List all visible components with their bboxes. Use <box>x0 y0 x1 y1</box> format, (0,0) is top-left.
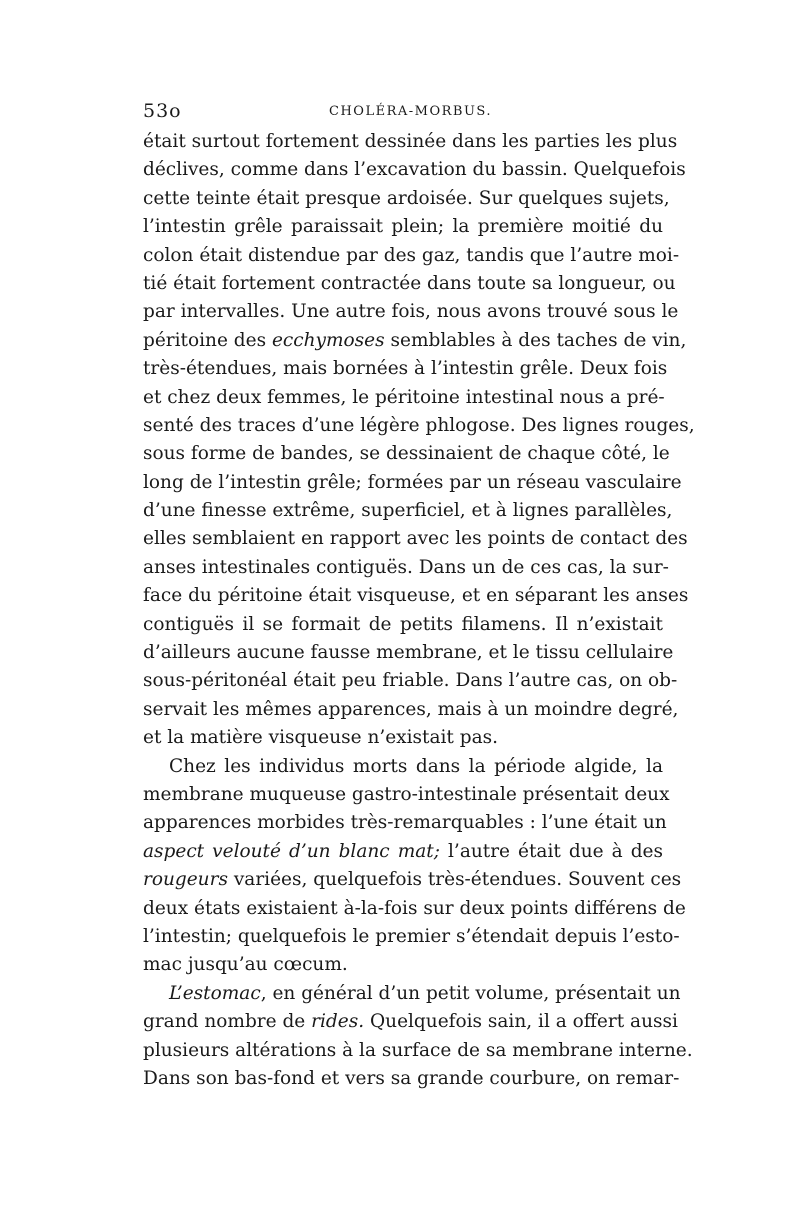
text-line: cette teinte était presque ardoisée. Sur quelques sujets, <box>143 187 670 209</box>
italic-term: rougeurs <box>143 869 228 891</box>
text-line <box>143 1008 678 1036</box>
text-line: apparences morbides très-remarquables : l’une était un <box>143 812 667 834</box>
page-header <box>143 100 663 126</box>
text-line: par intervalles. Une autre fois, nous avons trouvé sous le <box>143 301 679 323</box>
text-line: et la matière visqueuse n’existait pas. <box>143 727 498 749</box>
text-line: Dans son bas-fond et vers sa grande courbure, on remar- <box>143 1067 680 1089</box>
italic-term: ecchymoses <box>271 329 385 351</box>
text-line: servait les mêmes apparences, mais à un moindre degré, <box>143 698 679 720</box>
text-line: senté des traces d’une légère phlogose. Des lignes rouges, <box>143 414 695 436</box>
italic-term: aspect velouté d’un blanc mat; <box>143 840 440 862</box>
text-line <box>143 866 682 894</box>
text-line: long de l’intestin grêle; formées par un réseau vasculaire <box>143 471 682 493</box>
text-line: d’une finesse extrême, superficiel, et à lignes parallèles, <box>143 500 673 522</box>
text-line: Chez les individus morts dans la période algide, la <box>169 755 663 777</box>
text-line <box>143 838 663 866</box>
text-line: colon était distendue par des gaz, tandis que l’autre moi- <box>143 244 680 266</box>
text-line <box>143 980 681 1008</box>
italic-term: rides. <box>311 1011 365 1033</box>
running-title: CHOLÉRA-MORBUS. <box>329 104 492 119</box>
text-line: était surtout fortement dessinée dans les parties les plus <box>143 131 678 152</box>
text-segment: semblables à des taches de vin, <box>390 329 687 351</box>
italic-term: L’estomac <box>169 982 261 1004</box>
text-line: l’intestin; quelquefois le premier s’étendait depuis l’esto- <box>143 925 680 947</box>
text-line: membrane muqueuse gastro-intestinale présentait deux <box>143 783 670 805</box>
text-line: deux états existaient à-la-fois sur deux points différens de <box>143 897 686 919</box>
text-line <box>143 327 687 355</box>
text-line: et chez deux femmes, le péritoine intestinal nous a pré- <box>143 386 665 408</box>
text-line: déclives, comme dans l’excavation du bassin. Quelquefois <box>143 159 686 181</box>
text-line: anses intestinales contiguës. Dans un de ces cas, la sur- <box>143 556 669 578</box>
text-segment: , en général d’un petit volume, présentait un <box>260 982 681 1004</box>
text-line: très-étendues, mais bornées à l’intestin grêle. Deux fois <box>143 358 668 380</box>
text-line: contiguës il se formait de petits filamens. Il n’existait <box>143 613 663 635</box>
text-line: sous forme de bandes, se dessinaient de chaque côté, le <box>143 443 670 465</box>
page-number: 53o <box>143 100 182 122</box>
text-segment: grand nombre de <box>143 1011 306 1033</box>
text-line: d’ailleurs aucune fausse membrane, et le tissu cellulaire <box>143 642 674 664</box>
text-line: elles semblaient en rapport avec les points de contact des <box>143 528 688 550</box>
text-line: face du péritoine était visqueuse, et en séparant les anses <box>143 585 689 607</box>
text-line: plusieurs altérations à la surface de sa membrane interne. <box>143 1039 693 1061</box>
text-segment: variées, quelquefois très-étendues. Souvent ces <box>233 869 682 891</box>
text-line: sous-péritonéal était peu friable. Dans l’autre cas, on ob- <box>143 670 678 692</box>
text-line: l’intestin grêle paraissait plein; la première moitié du <box>143 216 663 238</box>
text-line: tié était fortement contractée dans toute sa longueur, ou <box>143 272 676 294</box>
text-segment: l’autre était due à des <box>448 840 663 862</box>
text-segment: Quelquefois sain, il a offert aussi <box>369 1011 678 1033</box>
text-segment: péritoine des <box>143 329 267 351</box>
text-line: mac jusqu’au cœcum. <box>143 954 348 976</box>
body-text <box>143 128 695 1093</box>
